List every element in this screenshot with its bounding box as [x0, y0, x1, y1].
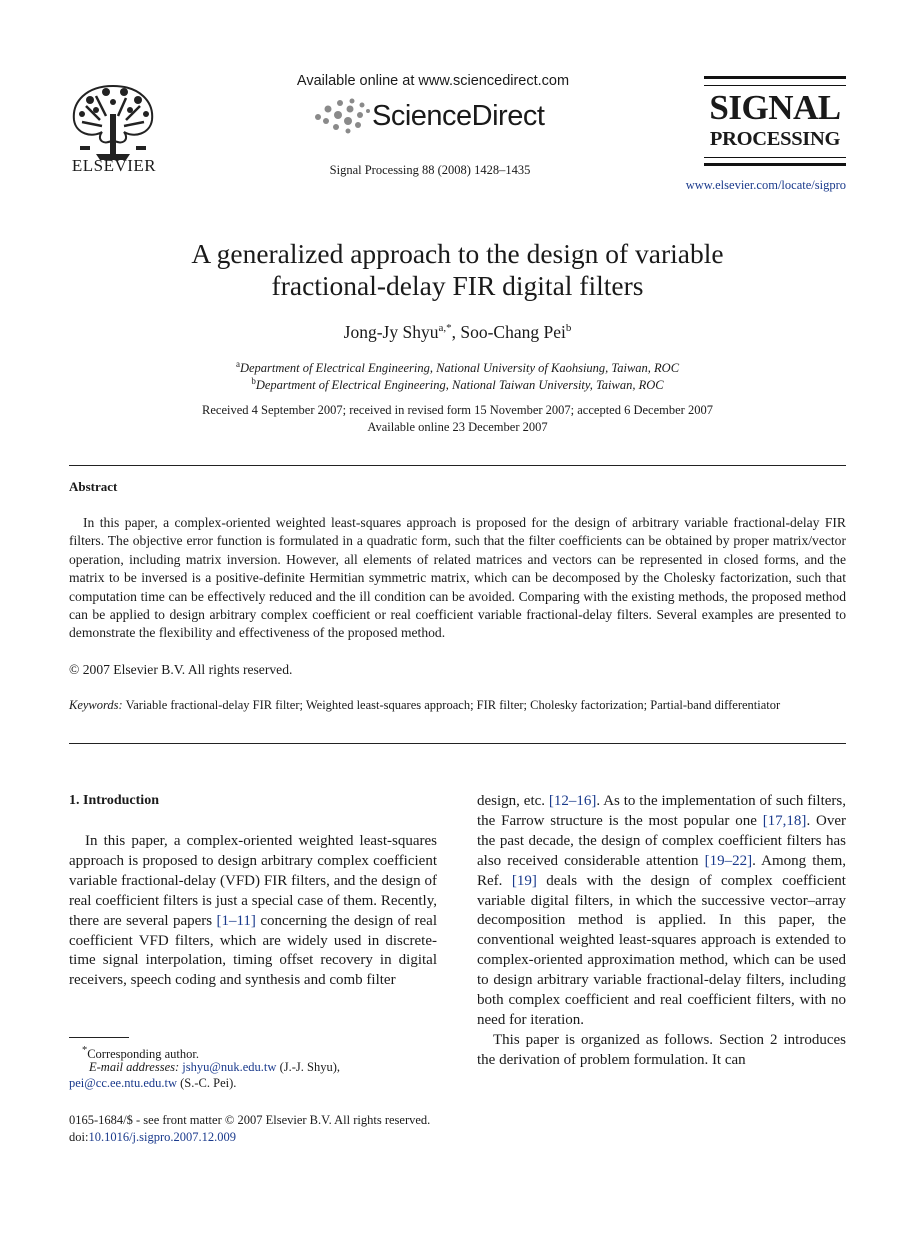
keywords-label: Keywords: [69, 698, 123, 712]
section-heading-introduction: 1. Introduction [69, 793, 159, 808]
affil-a-text: Department of Electrical Engineering, National University of Kaohsiung, Taiwan, ROC [239, 361, 680, 376]
citation-link[interactable]: [19] [511, 872, 537, 889]
intro-paragraph-continued [477, 792, 846, 1031]
journal-logo-line2: PROCESSING [709, 128, 841, 150]
intro-text-7: deals with the design of complex coefficient variable digital filters, in which the successive vector–array decomposition method is applied. In this paper, the conventional weighted least-squares approach is extended to complex-oriented approximation method, which can be used to design arbitrary variable fractional-delay filters, including both complex coefficient and real coefficient filters, with no need for iteration. [477, 872, 846, 1028]
doi-label: doi: [69, 1130, 89, 1144]
divider-bottom [69, 743, 846, 744]
received-dates: Received 4 September 2007; received in revised form 15 November 2007; accepted 6 December 2007 [202, 403, 713, 417]
intro-text-6: . Among them, Ref. [477, 852, 846, 889]
email-link-2[interactable]: pei@cc.ee.ntu.edu.tw [69, 1076, 177, 1090]
elsevier-wordmark: ELSEVIER [71, 156, 157, 175]
title-line-2: fractional-delay FIR digital filters [271, 270, 644, 301]
intro-paragraph-2: This paper is organized as follows. Section 2 introduces the derivation of problem formulation. It can [477, 1031, 846, 1068]
author-1[interactable]: Jong-Jy Shyu [343, 322, 439, 342]
journal-citation: Signal Processing 88 (2008) 1428–1435 [329, 163, 531, 177]
affil-b-text: Department of Electrical Engineering, National Taiwan University, Taiwan, ROC [255, 378, 664, 393]
abstract-copyright: © 2007 Elsevier B.V. All rights reserved. [69, 662, 293, 677]
email-1-name: (J.-J. Shyu), [276, 1060, 340, 1074]
author-list [60, 322, 855, 343]
intro-text-4: . As to the implementation of such filters, the Farrow structure is the most popular one [477, 793, 846, 829]
email-2-name: (S.-C. Pei). [177, 1076, 237, 1090]
doi-line [69, 1129, 236, 1146]
abstract-text: In this paper, a complex-oriented weighted least-squares approach is proposed for the design of arbitrary variable fractional-delay FIR filters. The objective error function is formulated in a quadratic form, such that the filter coefficients can be obtained by proper matrix/vector operation, including matrix inversion. However, all elements of related matrices and vectors can be represented in closed forms, and the matrix to be inversed is a positive-definite Hermitian symmetric matrix, which can be decomposed by the Cholesky factorization, such that computation time can be effectively reduced and the ill condition can be avoided. Comparing with the existing methods, the proposed method can be applied to design arbitrary complex coefficient or real coefficient variable fractional-delay filters. Several examples are presented to demonstrate the flexibility and effectiveness of the proposed method. [69, 515, 846, 641]
title-line-1: A generalized approach to the design of variable [191, 238, 724, 269]
signal-processing-logo [704, 76, 846, 176]
intro-text-5: . Over the past decade, the design of complex coefficient filters has also received considerable attention [477, 812, 846, 869]
affiliation-a [60, 359, 855, 376]
footnote-email [89, 1059, 340, 1076]
author-1-affil-mark[interactable]: a,* [438, 322, 452, 335]
intro-text-1: In this paper, a complex-oriented weighted least-squares approach is proposed to design arbitrary complex coefficient variable fractional-delay (VFD) FIR filters, and the design of real coefficient filters is just a special case of them. Recently, there are several papers [69, 833, 437, 929]
divider-top [69, 465, 846, 466]
citation-link[interactable]: [17,18] [762, 812, 807, 829]
corr-mark: * [82, 1045, 88, 1056]
intro-text-3: design, etc. [477, 793, 549, 809]
author-2-affil-mark[interactable]: b [565, 322, 572, 335]
email-link-1[interactable]: jshyu@nuk.edu.tw [182, 1060, 277, 1074]
doi-link[interactable]: 10.1016/j.sigpro.2007.12.009 [88, 1130, 237, 1144]
footnote-rule [69, 1037, 129, 1038]
affiliation-b [60, 376, 855, 393]
journal-homepage-link[interactable]: www.elsevier.com/locate/sigpro [685, 178, 846, 192]
author-2[interactable]: Soo-Chang Pei [460, 322, 566, 342]
abstract-heading: Abstract [69, 479, 118, 494]
affil-b-mark: b [251, 376, 256, 386]
article-title [60, 238, 855, 302]
intro-right-column [477, 792, 846, 1071]
issn-line: 0165-1684/$ - see front matter © 2007 Elsevier B.V. All rights reserved. [69, 1113, 431, 1127]
citation-link[interactable]: [12–16] [548, 793, 597, 809]
journal-logo-line1: SIGNAL [709, 88, 841, 127]
keywords [69, 697, 846, 715]
author-separator: , [451, 322, 461, 342]
keywords-list: Variable fractional-delay FIR filter; Weighted least-squares approach; FIR filter; Cholesky factorization; Partial-band differentiator [125, 698, 781, 712]
sciencedirect-wordmark: ScienceDirect [372, 100, 545, 132]
intro-left-column [69, 832, 437, 991]
available-online-text[interactable]: Available online at www.sciencedirect.com [296, 73, 570, 89]
email-label: E-mail addresses: [89, 1060, 180, 1074]
citation-link[interactable]: [19–22] [704, 852, 753, 869]
corr-text: Corresponding author. [87, 1047, 199, 1062]
available-date: Available online 23 December 2007 [367, 420, 548, 434]
affil-a-mark: a [235, 359, 240, 369]
citation-link[interactable]: [1–11] [216, 912, 256, 929]
intro-text-2: concerning the design of real coefficient VFD filters, which are widely used in discrete-time signal interpolation, timing offset recovery in digital receivers, speech coding and synthesis and comb filter [69, 912, 437, 989]
footnote-email-cont [69, 1075, 236, 1092]
